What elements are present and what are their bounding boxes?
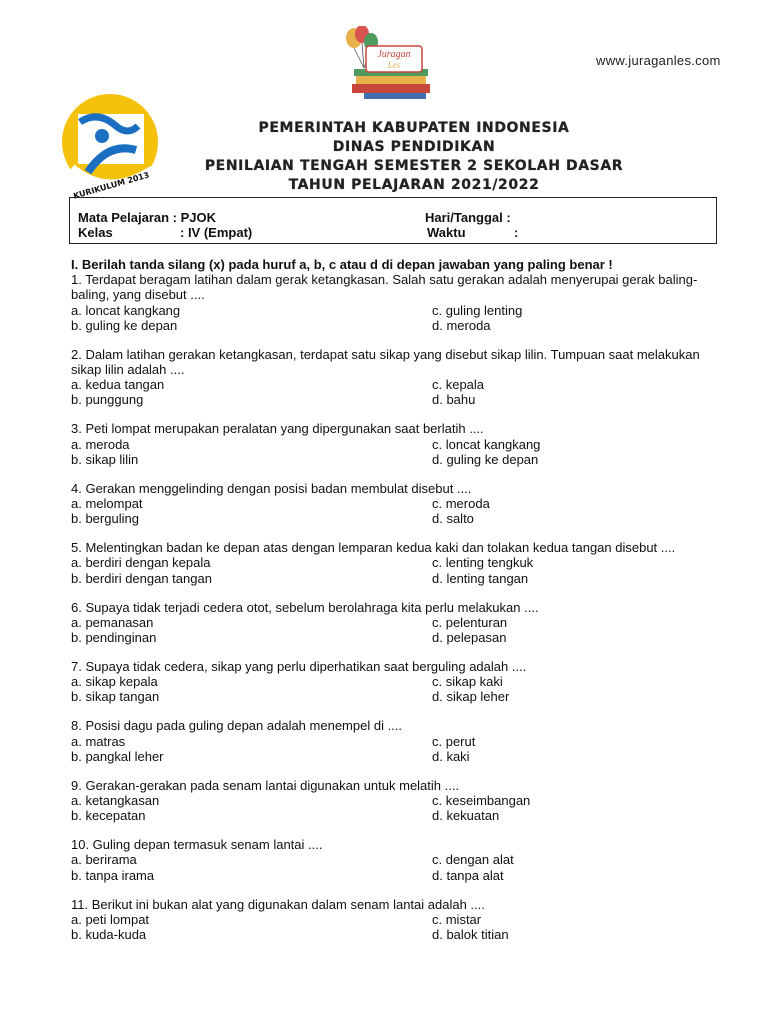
option-b[interactable]: b. sikap lilin xyxy=(71,451,139,467)
option-b[interactable]: b. pendinginan xyxy=(71,630,157,646)
question-text: 6. Supaya tidak terjadi cedera otot, sebelum berolahraga kita perlu melakukan .... xyxy=(71,599,539,615)
option-a[interactable]: a. melompat xyxy=(71,496,143,512)
option-row xyxy=(71,571,711,586)
option-c[interactable]: c. keseimbangan xyxy=(432,793,531,809)
option-a[interactable]: a. peti lompat xyxy=(71,911,150,927)
option-row xyxy=(71,734,711,749)
option-row xyxy=(71,912,711,927)
option-c[interactable]: c. dengan alat xyxy=(432,852,514,868)
option-a[interactable]: a. pemanasan xyxy=(71,614,154,630)
question-item xyxy=(71,778,711,824)
header-line-3: PENILAIAN TENGAH SEMESTER 2 SEKOLAH DASAR xyxy=(204,158,624,174)
option-c[interactable]: c. pelenturan xyxy=(432,614,508,630)
hari-tanggal-label: Hari/Tanggal : xyxy=(425,210,511,225)
option-row xyxy=(71,615,711,630)
identity-box xyxy=(69,197,717,244)
option-b[interactable]: b. guling ke depan xyxy=(71,317,178,333)
option-row xyxy=(71,927,711,942)
option-c[interactable]: c. meroda xyxy=(432,496,490,512)
option-row xyxy=(71,511,711,526)
question-item xyxy=(71,659,711,705)
question-item xyxy=(71,718,711,764)
question-text: 2. Dalam latihan gerakan ketangkasan, terdapat satu sikap yang disebut sikap lilin. Tumpuan saat melakukan sikap lilin adalah .... xyxy=(71,346,700,378)
option-d[interactable]: d. tanpa alat xyxy=(432,867,504,883)
svg-text:Les: Les xyxy=(387,60,401,70)
option-row xyxy=(71,808,711,823)
option-b[interactable]: b. kecepatan xyxy=(71,808,146,824)
option-d[interactable]: d. pelepasan xyxy=(432,630,507,646)
question-text: 5. Melentingkan badan ke depan atas dengan lemparan kedua kaki dan tolakan kedua tangan disebut .... xyxy=(71,540,676,556)
option-row xyxy=(71,689,711,704)
juragan-les-logo xyxy=(334,26,438,104)
option-d[interactable]: d. kaki xyxy=(432,748,470,764)
question-text: 10. Guling depan termasuk senam lantai .... xyxy=(71,837,323,853)
option-a[interactable]: a. sikap kepala xyxy=(71,674,158,690)
option-c[interactable]: c. guling lenting xyxy=(432,302,523,318)
question-item xyxy=(71,347,711,408)
option-row xyxy=(71,674,711,689)
option-a[interactable]: a. kedua tangan xyxy=(71,377,165,393)
header-line-2: DINAS PENDIDIKAN xyxy=(332,139,496,155)
option-a[interactable]: a. meroda xyxy=(71,436,130,452)
option-c[interactable]: c. kepala xyxy=(432,377,485,393)
option-row xyxy=(71,793,711,808)
question-text: 1. Terdapat beragam latihan dalam gerak ketangkasan. Salah satu gerakan adalah menyerupai gerak baling-baling, yang disebut .... xyxy=(71,272,698,303)
kelas-value: : IV (Empat) xyxy=(180,225,253,240)
option-d[interactable]: d. kekuatan xyxy=(432,808,500,824)
option-c[interactable]: c. lenting tengkuk xyxy=(432,555,534,571)
option-a[interactable]: a. berirama xyxy=(71,852,137,868)
question-text: 9. Gerakan-gerakan pada senam lantai digunakan untuk melatih .... xyxy=(71,777,460,793)
option-row xyxy=(71,496,711,511)
svg-text:Juragan: Juragan xyxy=(377,49,411,60)
option-row xyxy=(71,437,711,452)
option-row xyxy=(71,377,711,392)
option-c[interactable]: c. sikap kaki xyxy=(432,674,503,690)
option-a[interactable]: a. berdiri dengan kepala xyxy=(71,555,211,571)
option-a[interactable]: a. matras xyxy=(71,733,126,749)
option-c[interactable]: c. loncat kangkang xyxy=(432,436,541,452)
option-row xyxy=(71,868,711,883)
option-c[interactable]: c. perut xyxy=(432,733,476,749)
header-line-4: TAHUN PELAJARAN 2021/2022 xyxy=(288,177,540,193)
question-text: 11. Berikut ini bukan alat yang digunakan dalam senam lantai adalah .... xyxy=(71,896,485,912)
option-row xyxy=(71,852,711,867)
option-d[interactable]: d. balok titian xyxy=(432,927,509,943)
instruction: I. Berilah tanda silang (x) pada huruf a, b, c atau d di depan jawaban yang paling benar ! xyxy=(71,257,613,272)
question-text: 3. Peti lompat merupakan peralatan yang dipergunakan saat berlatih .... xyxy=(71,421,484,437)
waktu-label: Waktu xyxy=(427,225,466,240)
website-url: www.juraganles.com xyxy=(596,53,721,68)
option-c[interactable]: c. mistar xyxy=(432,911,482,927)
question-item xyxy=(71,540,711,586)
option-b[interactable]: b. tanpa irama xyxy=(71,867,155,883)
option-d[interactable]: d. sikap leher xyxy=(432,689,510,705)
kelas-label: Kelas xyxy=(78,225,113,240)
waktu-colon: : xyxy=(514,225,519,240)
option-row xyxy=(71,749,711,764)
header-line-1: PEMERINTAH KABUPATEN INDONESIA xyxy=(258,120,570,136)
question-item xyxy=(71,272,711,333)
option-a[interactable]: a. loncat kangkang xyxy=(71,302,181,318)
option-b[interactable]: b. berguling xyxy=(71,511,139,527)
question-item xyxy=(71,897,711,943)
question-item xyxy=(71,481,711,527)
option-d[interactable]: d. lenting tangan xyxy=(432,570,529,586)
option-b[interactable]: b. kuda-kuda xyxy=(71,927,147,943)
option-row xyxy=(71,318,711,333)
question-list xyxy=(71,257,711,956)
option-row xyxy=(71,630,711,645)
question-item xyxy=(71,837,711,883)
question-item xyxy=(71,421,711,467)
question-text: 7. Supaya tidak cedera, sikap yang perlu diperhatikan saat berguling adalah .... xyxy=(71,659,527,675)
option-d[interactable]: d. bahu xyxy=(432,392,476,408)
option-row xyxy=(71,555,711,570)
option-b[interactable]: b. sikap tangan xyxy=(71,689,160,705)
question-text: 4. Gerakan menggelinding dengan posisi badan membulat disebut .... xyxy=(71,480,472,496)
question-text: 8. Posisi dagu pada guling depan adalah menempel di .... xyxy=(71,718,403,734)
option-b[interactable]: b. berdiri dengan tangan xyxy=(71,570,212,586)
option-d[interactable]: d. meroda xyxy=(432,317,491,333)
svg-text:KURIKULUM 2013: KURIKULUM 2013 xyxy=(72,170,151,201)
option-row xyxy=(71,392,711,407)
option-row xyxy=(71,452,711,467)
option-b[interactable]: b. pangkal leher xyxy=(71,748,164,764)
mapel-label: Mata Pelajaran : PJOK xyxy=(78,210,216,225)
option-row xyxy=(71,303,711,318)
question-item xyxy=(71,600,711,646)
option-d[interactable]: d. salto xyxy=(432,511,474,527)
option-a[interactable]: a. ketangkasan xyxy=(71,793,160,809)
option-d[interactable]: d. guling ke depan xyxy=(432,451,539,467)
option-b[interactable]: b. punggung xyxy=(71,392,144,408)
